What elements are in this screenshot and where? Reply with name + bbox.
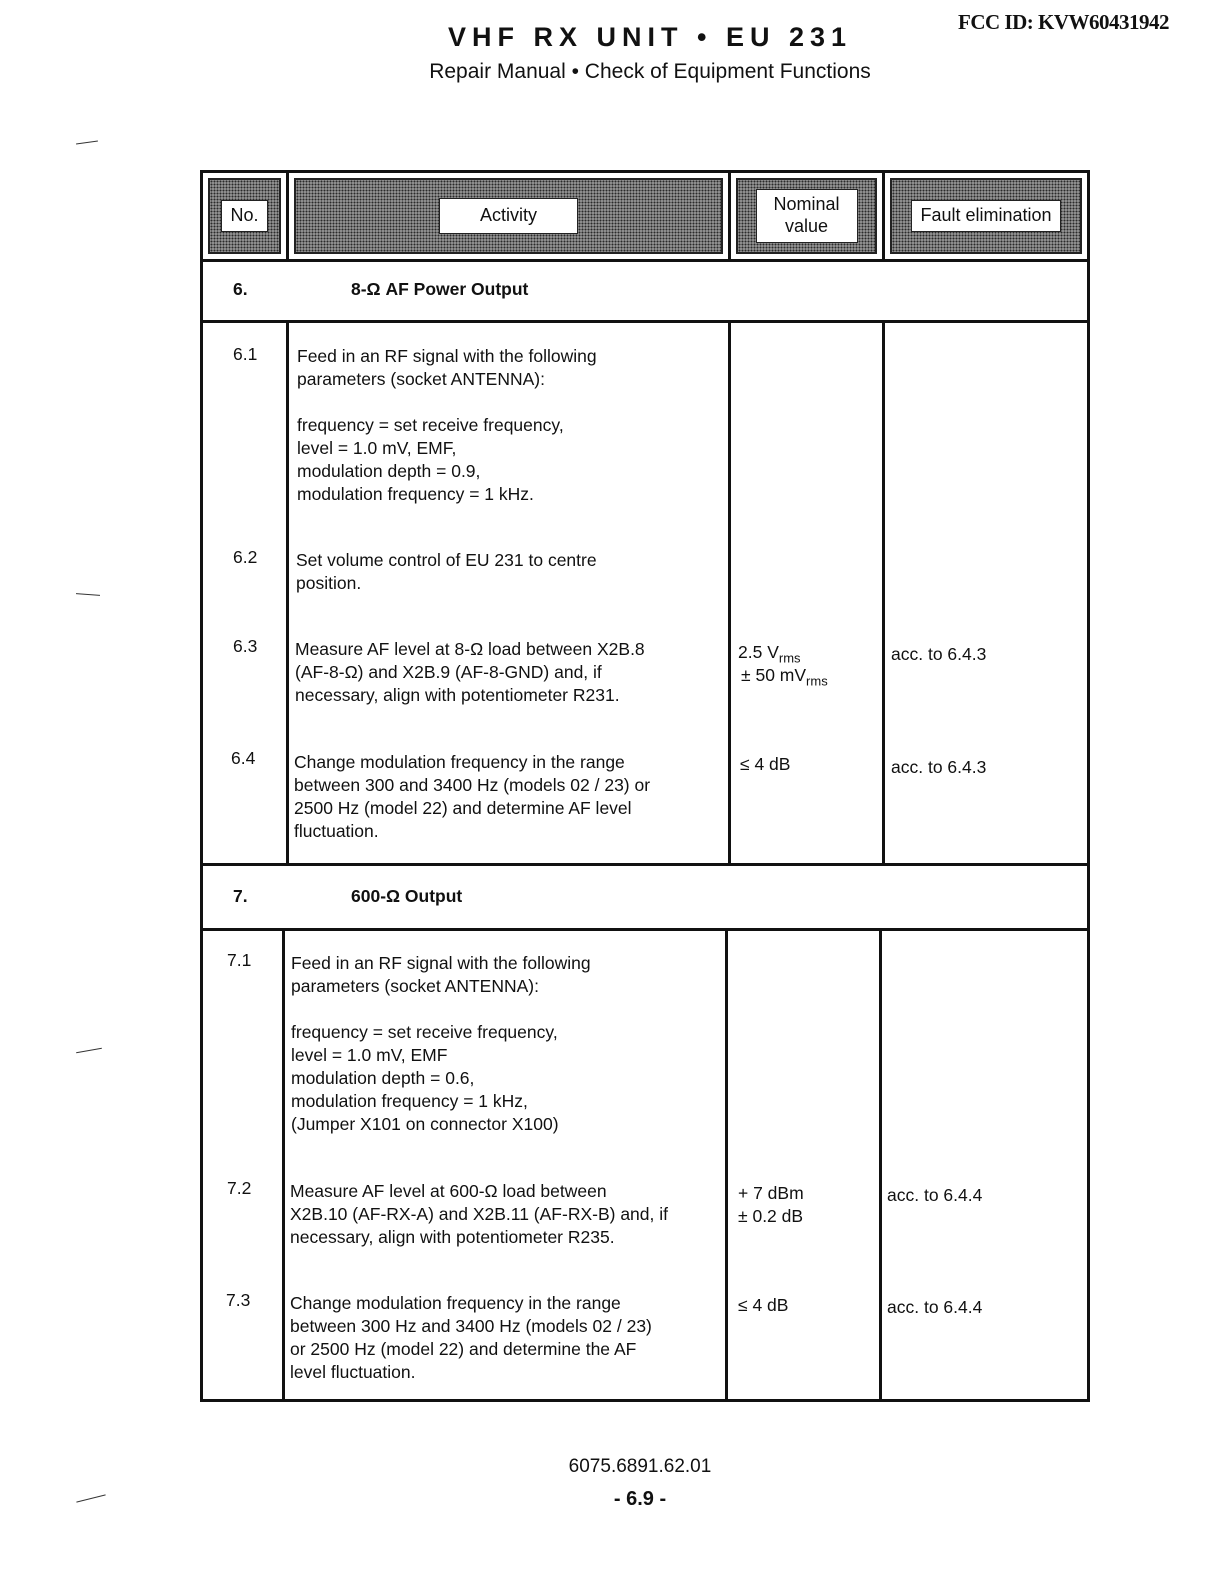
activity-line: 2500 Hz (model 22) and determine AF level [294, 798, 632, 818]
activity-line: (Jumper X101 on connector X100) [291, 1114, 559, 1134]
header-cell-fault [885, 173, 1087, 259]
row-number: 7.3 [226, 1290, 251, 1310]
activity-line: modulation depth = 0.9, [297, 461, 481, 481]
activity-line: Measure AF level at 600-Ω load between [290, 1181, 607, 1201]
section-row-7 [203, 863, 1087, 931]
column-divider [725, 931, 728, 1401]
nominal-value: ≤ 4 dB [738, 1295, 789, 1315]
activity-line: modulation depth = 0.6, [291, 1068, 475, 1088]
nominal-value: 2.5 $V_{rms}$ [738, 642, 801, 666]
row-number: 6.3 [233, 636, 258, 656]
margin-mark [76, 140, 98, 144]
header-cell-nominal [731, 173, 885, 259]
page-title: VHF RX UNIT • EU 231 [447, 22, 852, 52]
section-title: 8-Ω AF Power Output [351, 279, 529, 299]
activity-line: modulation frequency = 1 kHz, [291, 1091, 528, 1111]
column-header-nominal: Nominal value [756, 189, 858, 242]
column-header-no: No. [221, 200, 267, 232]
activity-line: level fluctuation. [290, 1362, 416, 1382]
column-divider [879, 931, 882, 1401]
section-title: 600-Ω Output [351, 886, 463, 906]
unit-subscript: rms [806, 673, 828, 689]
activity-line: frequency = set receive frequency, [297, 415, 564, 435]
table-header [203, 173, 1087, 262]
activity-line: necessary, align with potentiometer R235. [290, 1227, 615, 1247]
nominal-value: ≤ 4 dB [740, 754, 791, 774]
activity-line: between 300 Hz and 3400 Hz (models 02 / 23) [290, 1316, 652, 1336]
activity-line: Change modulation frequency in the range [290, 1293, 621, 1313]
function-check-table [200, 170, 1090, 1402]
activity-line: Feed in an RF signal with the following [297, 346, 597, 366]
activity-line: level = 1.0 mV, EMF, [297, 438, 457, 458]
fault-elimination: acc. to 6.4.4 [887, 1297, 983, 1317]
document-number: 6075.6891.62.01 [568, 1456, 712, 1477]
page-number: - 6.9 - [613, 1488, 667, 1510]
activity-line: parameters (socket ANTENNA): [291, 976, 539, 996]
fcc-id: FCC ID: KVW60431942 [958, 10, 1169, 34]
column-divider [286, 323, 289, 863]
activity-line: Feed in an RF signal with the following [291, 953, 591, 973]
column-header-fault: Fault elimination [911, 200, 1060, 232]
unit-subscript: rms [778, 650, 801, 666]
section-number: 6. [233, 279, 248, 299]
activity-line: between 300 and 3400 Hz (models 02 / 23) or [294, 775, 651, 795]
activity-line: Change modulation frequency in the range [294, 752, 625, 772]
activity-line: necessary, align with potentiometer R231. [295, 685, 620, 705]
fault-elimination: acc. to 6.4.3 [891, 644, 987, 664]
row-number: 6.2 [233, 547, 258, 567]
activity-line: Measure AF level at 8-Ω load between X2B.8 [295, 639, 645, 659]
row-number: 6.4 [231, 748, 256, 768]
column-divider [282, 931, 285, 1401]
column-header-activity: Activity [439, 198, 578, 234]
margin-mark [76, 1494, 105, 1502]
activity-line: modulation frequency = 1 kHz. [297, 484, 534, 504]
activity-line: fluctuation. [294, 821, 379, 841]
section-number: 7. [233, 886, 248, 906]
activity-line: Set volume control of EU 231 to centre [296, 550, 597, 570]
nominal-tolerance: ± 0.2 dB [738, 1206, 804, 1226]
header-cell-activity [289, 173, 731, 259]
fault-elimination: acc. to 6.4.3 [891, 757, 987, 777]
row-number: 6.1 [233, 344, 258, 364]
activity-line: or 2500 Hz (model 22) and determine the AF [290, 1339, 637, 1359]
activity-line: X2B.10 (AF-RX-A) and X2B.11 (AF-RX-B) and, if [290, 1204, 669, 1224]
fault-elimination: acc. to 6.4.4 [887, 1185, 983, 1205]
margin-mark [76, 593, 100, 596]
header-cell-no [203, 173, 289, 259]
column-divider [728, 323, 731, 863]
page-subtitle: Repair Manual • Check of Equipment Functions [429, 60, 871, 83]
activity-line: (AF-8-Ω) and X2B.9 (AF-8-GND) and, if [295, 662, 602, 682]
activity-line: frequency = set receive frequency, [291, 1022, 558, 1042]
row-number: 7.2 [227, 1178, 252, 1198]
nominal-tolerance: ± 50 $mV_{rms}$ [741, 665, 828, 689]
section-row-6 [203, 259, 1087, 323]
activity-line: parameters (socket ANTENNA): [297, 369, 545, 389]
nominal-value: + 7 dBm [738, 1183, 804, 1203]
activity-line: level = 1.0 mV, EMF [291, 1045, 448, 1065]
column-divider [882, 323, 885, 863]
margin-mark [76, 1048, 102, 1053]
activity-line: position. [296, 573, 362, 593]
row-number: 7.1 [227, 950, 252, 970]
